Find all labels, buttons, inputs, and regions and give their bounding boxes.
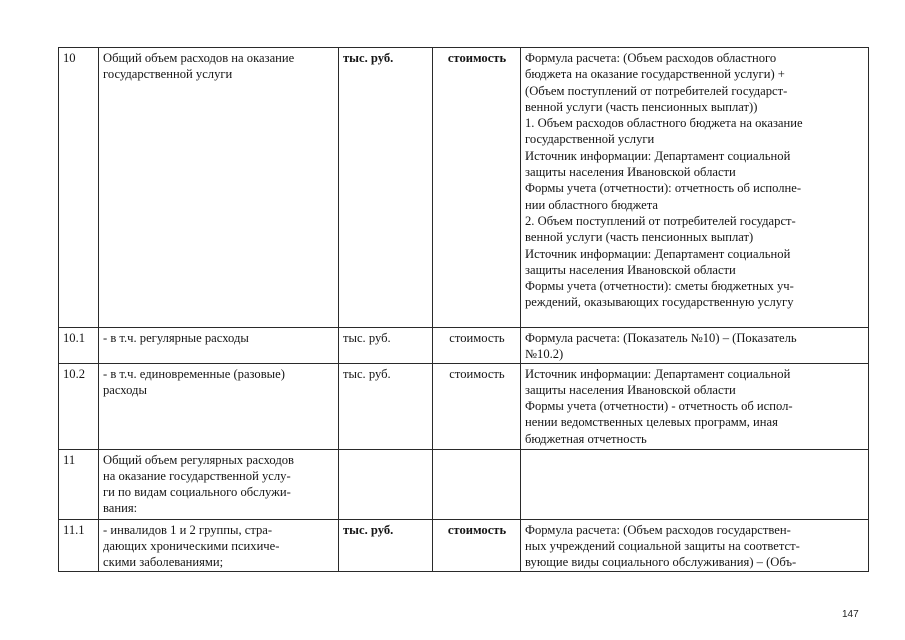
- text-line: дающих хроническими психиче-: [103, 538, 280, 553]
- text-line: защиты населения Ивановской области: [525, 262, 736, 277]
- type-cell: стоимость: [433, 328, 521, 364]
- table-row: [59, 48, 869, 328]
- text-line: Формы учета (отчетности) - отчетность об испол-: [525, 399, 793, 414]
- row-number: 10.2: [59, 363, 99, 449]
- text-line: Формула расчета: (Показатель №10) – (Показатель: [525, 331, 797, 345]
- text-line: защиты населения Ивановской области: [525, 382, 736, 397]
- text-line: Формула расчета: (Объем расходов областного: [525, 51, 777, 65]
- row-number: 11.1: [59, 519, 99, 571]
- text-line: Источник информации: Департамент социальной: [525, 246, 791, 261]
- table-row: [59, 328, 869, 364]
- text-line: скими заболеваниями;: [103, 555, 224, 570]
- text-line: бюджетная отчетность: [525, 431, 647, 446]
- text-line: Общий объем расходов на оказание: [103, 51, 295, 65]
- text-line: государственной услуги: [525, 132, 655, 147]
- type-cell: стоимость: [433, 48, 521, 328]
- type-cell: [433, 449, 521, 519]
- text-line: Формула расчета: (Объем расходов государствен-: [525, 522, 791, 537]
- description-cell: [521, 519, 869, 571]
- text-line: расходы: [103, 382, 147, 397]
- indicators-table: [58, 47, 869, 572]
- table-row: [59, 519, 869, 571]
- description-cell: [521, 363, 869, 449]
- table-row: [59, 449, 869, 519]
- text-line: ги по видам социального обслужи-: [103, 485, 291, 500]
- text-line: реждений, оказывающих государственную услугу: [525, 295, 794, 310]
- text-line: Источник информации: Департамент социальной: [525, 148, 791, 163]
- text-line: - инвалидов 1 и 2 группы, стра-: [103, 522, 273, 537]
- unit-cell: тыс. руб.: [339, 328, 433, 364]
- page-number: 147: [842, 609, 859, 620]
- description-cell: [521, 449, 869, 519]
- text-line: Формы учета (отчетности): отчетность об исполне-: [525, 181, 802, 196]
- table-row: [59, 363, 869, 449]
- text-line: ных учреждений социальной защиты на соответст-: [525, 538, 800, 553]
- indicator-name: [99, 328, 339, 364]
- text-line: Формы учета (отчетности): сметы бюджетных уч-: [525, 279, 794, 294]
- text-line: бюджета на оказание государственной услуги) +: [525, 67, 785, 82]
- text-line: вующие виды социального обслуживания) – (Объ-: [525, 555, 797, 570]
- text-line: - в т.ч. регулярные расходы: [103, 331, 249, 345]
- text-line: (Объем поступлений от потребителей государст-: [525, 83, 788, 98]
- text-line: №10.2): [525, 347, 564, 362]
- row-number: 11: [59, 449, 99, 519]
- description-cell: [521, 328, 869, 364]
- type-cell: стоимость: [433, 519, 521, 571]
- text-line: вания:: [103, 501, 138, 516]
- indicator-name: [99, 519, 339, 571]
- text-line: 2. Объем поступлений от потребителей государст-: [525, 213, 796, 228]
- unit-cell: [339, 449, 433, 519]
- indicator-name: [99, 48, 339, 328]
- row-number: 10.1: [59, 328, 99, 364]
- unit-cell: тыс. руб.: [339, 519, 433, 571]
- text-line: защиты населения Ивановской области: [525, 165, 736, 180]
- unit-cell: тыс. руб.: [339, 363, 433, 449]
- type-cell: стоимость: [433, 363, 521, 449]
- text-line: Источник информации: Департамент социальной: [525, 366, 791, 381]
- text-line: Общий объем регулярных расходов: [103, 452, 294, 467]
- text-line: нии областного бюджета: [525, 197, 659, 212]
- description-cell: [521, 48, 869, 328]
- text-line: на оказание государственной услу-: [103, 468, 291, 483]
- text-line: венной услуги (часть пенсионных выплат)): [525, 99, 758, 114]
- text-line: нении ведомственных целевых программ, иная: [525, 415, 778, 430]
- text-line: 1. Объем расходов областного бюджета на оказание: [525, 116, 803, 131]
- row-number: 10: [59, 48, 99, 328]
- indicator-name: [99, 449, 339, 519]
- indicator-name: [99, 363, 339, 449]
- text-line: государственной услуги: [103, 67, 233, 82]
- text-line: - в т.ч. единовременные (разовые): [103, 366, 285, 381]
- text-line: венной услуги (часть пенсионных выплат): [525, 230, 754, 245]
- unit-cell: тыс. руб.: [339, 48, 433, 328]
